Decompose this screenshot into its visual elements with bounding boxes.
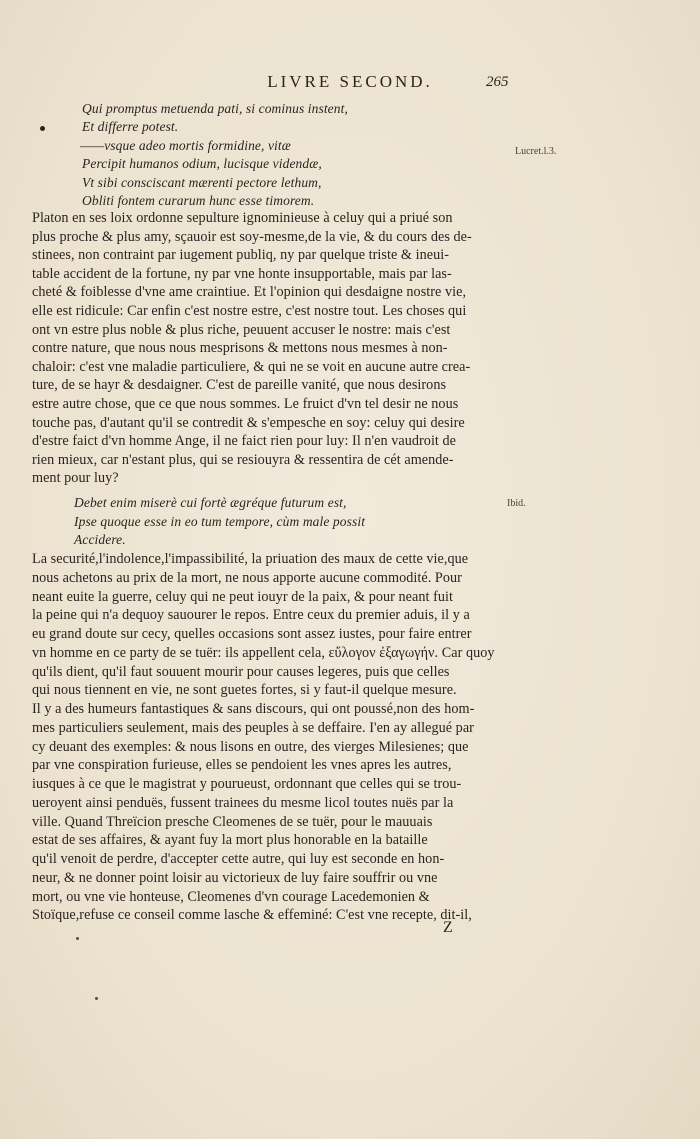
text-line: qui nous tiennent en vie, ne sont guetes fortes, si y faut-il quelque mesure.: [32, 682, 457, 699]
text-line: Stoïque,refuse ce conseil comme lasche & effeminé: C'est vne recepte, dit-il,: [32, 907, 472, 924]
margin-note-lucretius: Lucret.l.3.: [515, 146, 557, 157]
text-line: eu grand doute sur cecy, quelles occasions sont assez iustes, pour faire entrer: [32, 626, 472, 642]
text-line: stinees, non contraint par iugement publiq, ny par quelque triste & ineui-: [32, 247, 450, 264]
verse-line: Et differre potest.: [82, 119, 179, 135]
text-line: touche pas, d'autant qu'il se contredit & s'empesche en soy: celuy qui desire: [32, 414, 465, 431]
verse-line: Ipse quoque esse in eo tum tempore, cùm male possit: [74, 513, 366, 529]
verse-line: Debet enim miserè cui fortè ægréque futurum est,: [74, 495, 347, 510]
verse-line: Percipit humanos odium, lucisque videndæ,: [82, 156, 322, 172]
text-line: estat de ses affaires, & ayant fuy la mort plus honorable en la bataille: [32, 832, 428, 849]
text-line: d'estre faict d'vn homme Ange, il ne faict rien pour luy: Il n'en vaudroit de: [32, 433, 457, 450]
text-line: cheté & foiblesse d'vne ame craintiue. Et l'opinion qui desdaigne nostre vie,: [32, 284, 467, 301]
text-line: table accident de la fortune, ny par vne honte insupportable, mais par las-: [32, 265, 452, 282]
margin-bullet-mark: [40, 126, 45, 131]
verse-line: Obliti fontem curarum hunc esse timorem.: [82, 193, 315, 208]
page-number: 265: [486, 74, 509, 90]
text-line: rien mieux, car n'estant plus, qui se resiouyra & ressentira de cét amende-: [32, 451, 454, 468]
running-title: LIVRE SECOND.: [267, 72, 433, 91]
text-line: mort, ou vne vie honteuse, Cleomenes d'vn courage Lacedemonien &: [32, 888, 430, 905]
text-line: contre nature, que nous nous mesprisons & mettons nous mesmes à non-: [32, 340, 448, 357]
text-line: ont vn estre plus noble & plus riche, peuuent accuser le nostre: mais c'est: [32, 321, 451, 338]
text-line: cy deuant des exemples: & nous lisons en outre, des vierges Milesienes; que: [32, 738, 469, 755]
text-line: ville. Quand Threïcion presche Cleomenes de se tuër, pour le mauuais: [32, 813, 433, 830]
text-line: estre autre chose, que ce que nous sommes. Le fruict d'vn tel desir ne nous: [32, 396, 459, 412]
text-line: par vne conspiration furieuse, elles se pendoient les vnes apres les autres,: [32, 757, 452, 774]
margin-note-ibid: Ibid.: [507, 498, 526, 509]
text-line: qu'ils dient, qu'il faut souuent mourir pour causes legeres, puis que celles: [32, 663, 450, 680]
text-line: plus proche & plus amy, sçauoir est soy-mesme,de la vie, & du cours des de-: [32, 228, 472, 245]
text-line: Il y a des humeurs fantastiques & sans discours, qui ont poussé,non des hom-: [32, 701, 475, 717]
text-line: ture, de se hayr & desdaigner. C'est de pareille vanité, que nous desirons: [32, 377, 447, 394]
text-line: neur, & ne donner point loisir au victorieux de luy faire souffrir ou vne: [32, 869, 438, 886]
text-line: vn homme en ce party de se tuër: ils appellent cela, εὔλογον ἐξαγωγήν. Car quoy: [32, 644, 495, 661]
text-line: mes particuliers seulement, mais des peuples à se deffaire. I'en ay allegué par: [32, 719, 474, 736]
signature-mark: Z: [443, 919, 453, 936]
text-line: Platon en ses loix ordonne sepulture ignominieuse à celuy qui a priué son: [32, 210, 453, 226]
verse-line: Qui promptus metuenda pati, si cominus instent,: [82, 101, 348, 116]
text-line: ueroyent ainsi penduës, fussent trainees du mesme licol toutes nuës par la: [32, 794, 454, 811]
text-line: nous achetons au prix de la mort, ne nous apporte aucune commodité. Pour: [32, 569, 462, 586]
verse-line: ——vsque adeo mortis formidine, vitæ: [80, 137, 291, 153]
text-line: ment pour luy?: [32, 470, 119, 487]
verse-line: Vt sibi consciscant mærenti pectore lethum,: [82, 174, 322, 190]
text-line: chaloir: c'est vne maladie particuliere, & qui ne se voit en aucune autre crea-: [32, 358, 471, 375]
text-line: La securité,l'indolence,l'impassibilité, la priuation des maux de cette vie,que: [32, 551, 469, 567]
ink-speck: [76, 937, 79, 940]
text-line: iusques à ce que le magistrat y pourueust, ordonnant que celles qui se trou-: [32, 776, 462, 792]
text-line: la peine qui n'a dequoy sauourer le repos. Entre ceux du premier aduis, il y a: [32, 607, 470, 624]
verse-line: Accidere.: [74, 532, 126, 548]
ink-speck: [95, 997, 98, 1000]
text-line: neant euite la guerre, celuy qui ne peut iouyr de la paix, & pour neant fuit: [32, 588, 454, 605]
text-line: elle est ridicule: Car enfin c'est nostre estre, c'est nostre tout. Les choses qui: [32, 303, 467, 319]
text-line: qu'il venoit de perdre, d'accepter cette autre, qui luy est seconde en hon-: [32, 851, 445, 867]
